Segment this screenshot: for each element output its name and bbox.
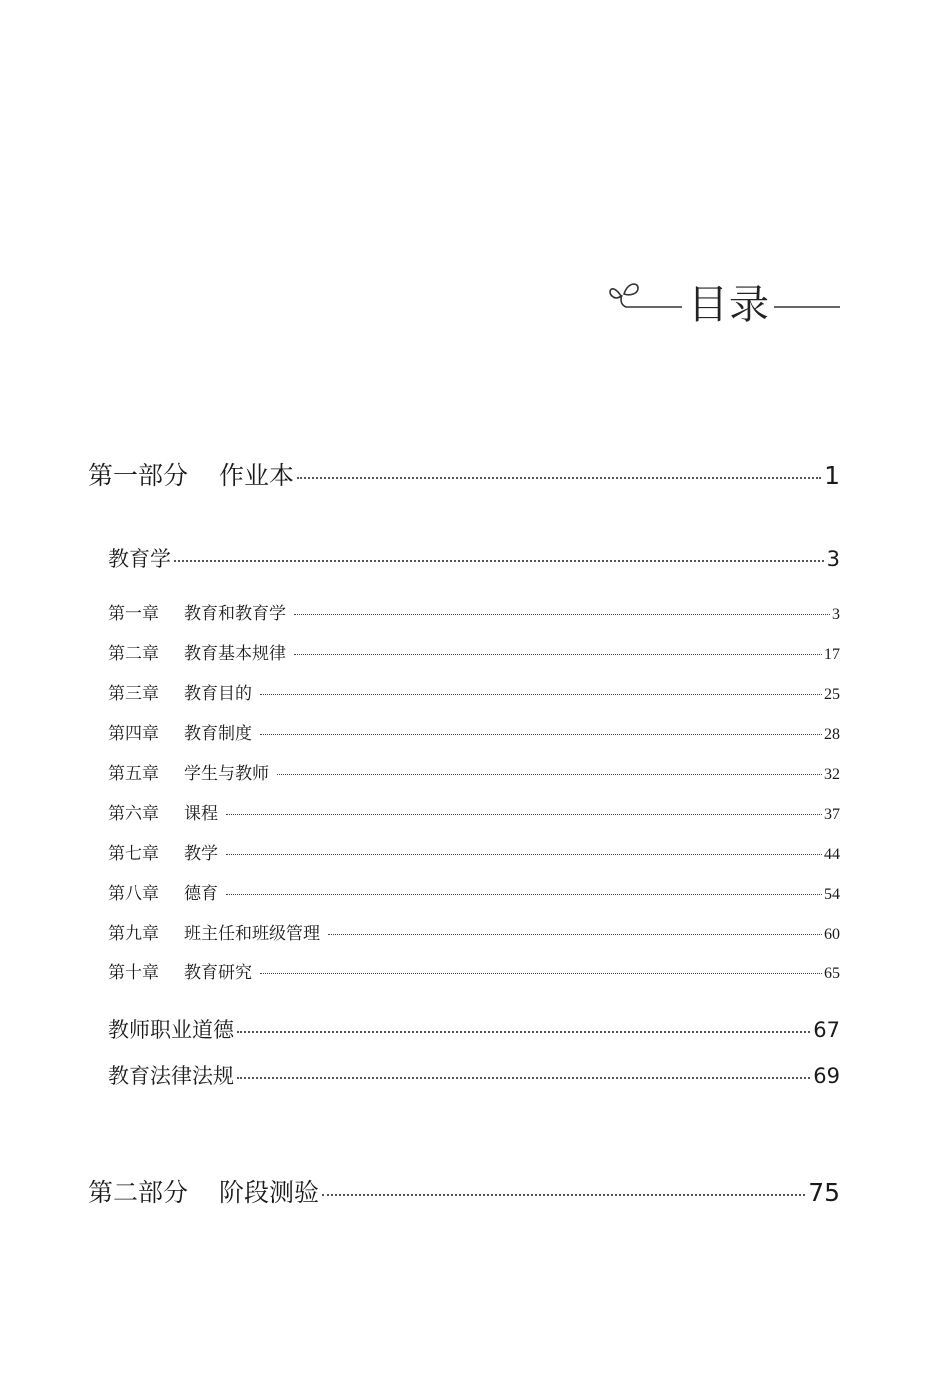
page-number: 3: [832, 606, 840, 623]
part-title: 作业本: [219, 461, 295, 490]
page-number: 54: [824, 886, 840, 903]
dot-leader: [226, 814, 822, 815]
toc-chapter-9[interactable]: [108, 920, 840, 949]
chapter-label: 第三章: [108, 684, 159, 704]
chapter-title: 教育研究: [184, 963, 252, 983]
chapter-title: 教学: [184, 844, 218, 864]
toc-section-teacher-ethics[interactable]: [108, 1014, 840, 1046]
page-number: 28: [824, 726, 840, 743]
toc-chapter-3[interactable]: [108, 680, 840, 709]
chapter-title: 课程: [184, 804, 218, 824]
page-number: 25: [824, 686, 840, 703]
page-number: 17: [824, 646, 840, 663]
chapter-label: 第二章: [108, 644, 159, 664]
toc-part-1[interactable]: [88, 458, 840, 494]
chapter-label: 第一章: [108, 604, 159, 624]
toc-chapter-5[interactable]: [108, 760, 840, 789]
dot-leader: [328, 934, 822, 935]
part-label: 第一部分: [88, 461, 189, 490]
dot-leader: [260, 694, 822, 695]
page-number: 60: [824, 926, 840, 943]
page-number: 69: [813, 1064, 840, 1088]
page-number: 67: [813, 1018, 840, 1042]
dot-leader: [322, 1194, 805, 1196]
toc-heading: [606, 276, 846, 336]
toc-section-education-law[interactable]: [108, 1060, 840, 1092]
toc-chapter-10[interactable]: [108, 959, 840, 988]
toc-chapter-6[interactable]: [108, 800, 840, 829]
dot-leader: [297, 477, 821, 479]
chapter-label: 第四章: [108, 724, 159, 744]
page-number: 75: [808, 1178, 840, 1207]
chapter-label: 第九章: [108, 924, 159, 944]
dot-leader: [226, 854, 822, 855]
section-title: 教育学: [108, 547, 171, 571]
page-number: 65: [824, 965, 840, 982]
chapter-title: 德育: [184, 884, 218, 904]
page-number: 32: [824, 766, 840, 783]
chapter-label: 第七章: [108, 844, 159, 864]
chapter-label: 第六章: [108, 804, 159, 824]
toc-chapter-1[interactable]: [108, 600, 840, 629]
page-number: 44: [824, 846, 840, 863]
dot-leader: [260, 973, 822, 974]
toc-chapter-2[interactable]: [108, 640, 840, 669]
dot-leader: [294, 614, 830, 615]
part-label: 第二部分: [88, 1178, 189, 1207]
chapter-title: 学生与教师: [184, 764, 269, 784]
dot-leader: [277, 774, 822, 775]
dot-leader: [174, 560, 824, 562]
dot-leader: [237, 1031, 810, 1033]
toc-chapter-7[interactable]: [108, 840, 840, 869]
chapter-title: 教育基本规律: [184, 644, 286, 664]
toc-part-2[interactable]: [88, 1175, 840, 1211]
chapter-label: 第八章: [108, 884, 159, 904]
chapter-title: 教育目的: [184, 684, 252, 704]
page-number: 37: [824, 806, 840, 823]
section-title: 教师职业道德: [108, 1018, 234, 1042]
page-number: 1: [824, 461, 840, 490]
toc-chapter-8[interactable]: [108, 880, 840, 909]
dot-leader: [294, 654, 822, 655]
section-title: 教育法律法规: [108, 1064, 234, 1088]
toc-chapter-4[interactable]: [108, 720, 840, 749]
chapter-label: 第十章: [108, 963, 159, 983]
dot-leader: [260, 734, 822, 735]
chapter-title: 教育制度: [184, 724, 252, 744]
page-number: 3: [826, 547, 840, 571]
chapter-title: 教育和教育学: [184, 604, 286, 624]
page-title: 目录: [688, 282, 770, 328]
chapter-label: 第五章: [108, 764, 159, 784]
dot-leader: [226, 894, 822, 895]
toc-section-pedagogy[interactable]: [108, 543, 840, 575]
chapter-title: 班主任和班级管理: [184, 924, 320, 944]
part-title: 阶段测验: [219, 1178, 320, 1207]
dot-leader: [237, 1077, 810, 1079]
